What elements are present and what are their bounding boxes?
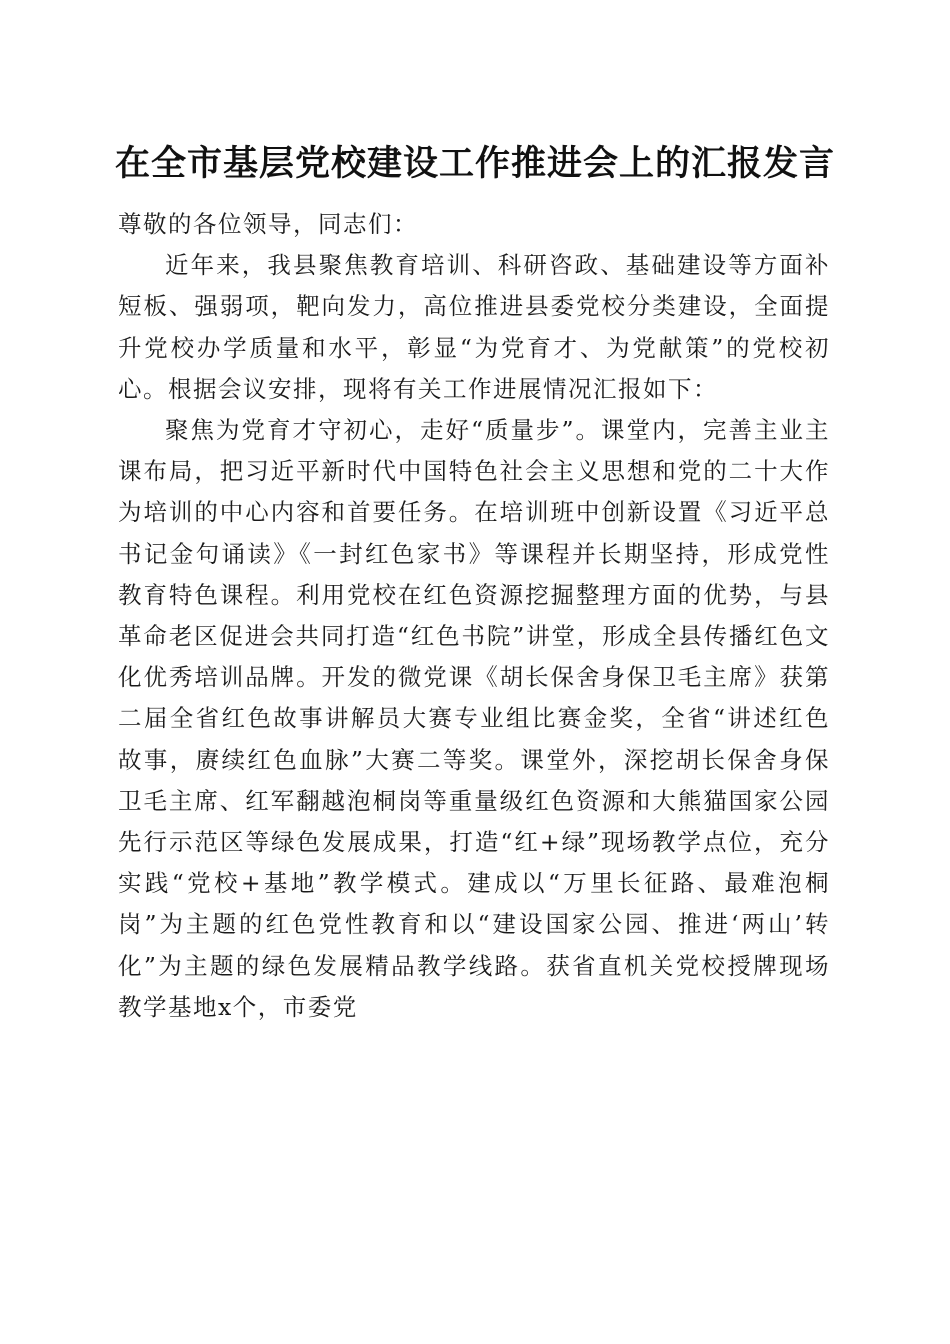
salutation: 尊敬的各位领导，同志们： xyxy=(118,210,418,238)
document-body xyxy=(118,204,830,1028)
document-title: 在全市基层党校建设工作推进会上的汇报发言 xyxy=(114,143,835,184)
paragraph-intro: 近年来，我县聚焦教育培训、科研咨政、基础建设等方面补短板、强弱项，靶向发力，高位推进县委党校分类建设，全面提升党校办学质量和水平，彰显“为党育才、为党献策”的党校初心。根据会议安排，现将有关工作进展情况汇报如下： xyxy=(118,251,830,403)
paragraph-quality: 聚焦为党育才守初心，走好“质量步”。课堂内，完善主业主课布局，把习近平新时代中国特色社会主义思想和党的二十大作为培训的中心内容和首要任务。在培训班中创新设置《习近平总书记金句诵读》《一封红色家书》等课程并长期坚持，形成党性教育特色课程。利用党校在红色资源挖掘整理方面的优势，与县革命老区促进会共同打造“红色书院”讲堂，形成全县传播红色文化优秀培训品牌。开发的微党课《胡长保舍身保卫毛主席》获第二届全省红色故事讲解员大赛专业组比赛金奖，全省“讲述红色故事，赓续红色血脉”大赛二等奖。课堂外，深挖胡长保舍身保卫毛主席、红军翻越泡桐岗等重量级红色资源和大熊猫国家公园先行示范区等绿色发展成果，打造“红+绿”现场教学点位，充分实践“党校+基地”教学模式。建成以“万里长征路、最难泡桐岗”为主题的红色党性教育和以“建设国家公园、推进‘两山’转化”为主题的绿色发展精品教学线路。获省直机关党校授牌现场教学基地x个，市委党 xyxy=(118,416,830,1021)
